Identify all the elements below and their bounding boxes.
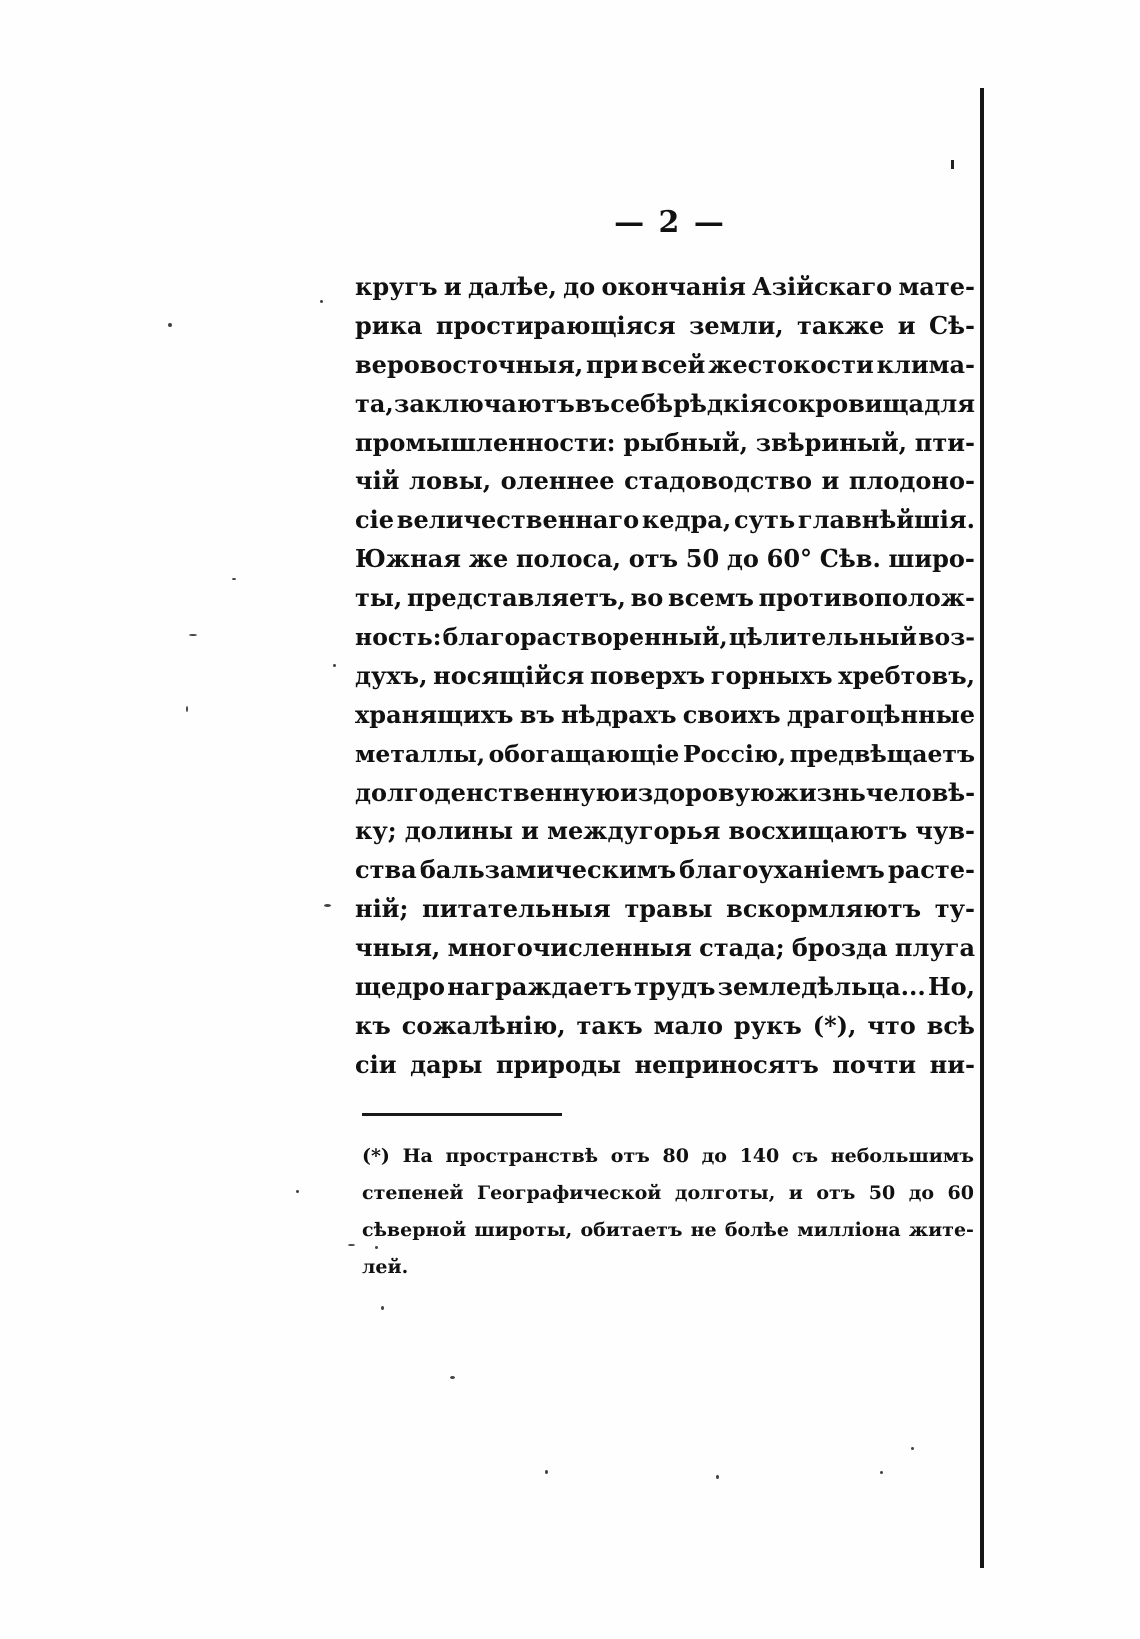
footnote (362, 1138, 974, 1286)
scan-speck (186, 706, 188, 712)
body-line: хранящихъ въ нѣдрахъ своихъ драгоцѣнные (355, 699, 975, 729)
body-line: сіе величественнаго кедра, суть главнѣйшія. (355, 505, 975, 535)
body-line: металлы, обогащающіе Россію, предвѣщаетъ (355, 739, 975, 768)
footnote-rule (362, 1113, 562, 1116)
body-line: ства бальзамическимъ благоуханіемъ расте- (355, 855, 975, 885)
scan-speck (296, 1190, 299, 1193)
body-line: къ сожалѣнію, такъ мало рукъ (*), что всѣ (355, 1010, 975, 1040)
scan-speck (545, 1470, 548, 1474)
scan-speck (450, 1376, 455, 1379)
body-line: долгоденственную и здоровую жизнь человѣ- (355, 777, 976, 807)
body-line: духъ, носящійся поверхъ горныхъ хребтовъ, (355, 660, 975, 690)
body-line: ній; питательныя травы вскормляютъ ту- (355, 894, 975, 924)
body-line: чій ловы, оленнее стадоводство и плодоно- (355, 466, 975, 496)
page-number: — 2 — (614, 205, 726, 240)
body-line: ты, представляетъ, во всемъ противополож- (355, 583, 975, 613)
body-text (355, 268, 975, 1085)
scan-speck (348, 1244, 355, 1246)
body-line: промышленности: рыбный, звѣриный, пти- (355, 427, 975, 457)
scan-speck (716, 1475, 719, 1479)
scan-speck (324, 904, 331, 907)
body-line: та, заключаютъ въ себѣ рѣдкія сокровища для (355, 388, 975, 418)
footnote-line: степеней Географической долготы, и отъ 50 до 60 (362, 1182, 974, 1204)
scan-speck (911, 1447, 914, 1450)
scan-speck (320, 300, 323, 303)
scan-speck (168, 323, 172, 327)
scan-speck (381, 1306, 384, 1310)
scan-speck (333, 664, 336, 667)
scan-speck (880, 1471, 883, 1474)
footnote-line: лей. (362, 1256, 409, 1278)
footnote-line: сѣверной широты, обитаетъ не болѣе милліона жите- (362, 1219, 974, 1241)
body-line: кругъ и далѣе, до окончанія Азійскаго мате- (355, 272, 975, 301)
scan-speck (232, 578, 236, 580)
body-line: Южная же полоса, отъ 50 до 60° Сѣв. широ- (355, 544, 975, 574)
body-line: ность: благорастворенный, цѣлительный воз- (355, 623, 975, 652)
body-line: чныя, многочисленныя стада; броздa плуга (355, 933, 975, 963)
scan-speck (375, 1246, 378, 1249)
body-line: веровосточныя, при всей жестокости клима- (355, 349, 975, 379)
body-line: щедро награждаетъ трудъ земледѣльца... Но, (355, 972, 975, 1002)
scan-speck (189, 634, 197, 636)
body-line: ку; долины и междугорья восхищаютъ чув- (355, 816, 975, 846)
page-edge-shadow (980, 88, 984, 1568)
footnote-line: (*) На пространствѣ отъ 80 до 140 съ небольшимъ (362, 1145, 974, 1167)
body-line: рика простирающіяся земли, также и Сѣ- (355, 310, 975, 340)
edge-mark (951, 160, 954, 169)
body-line: сіи дары природы неприносятъ почти ни- (355, 1049, 975, 1079)
